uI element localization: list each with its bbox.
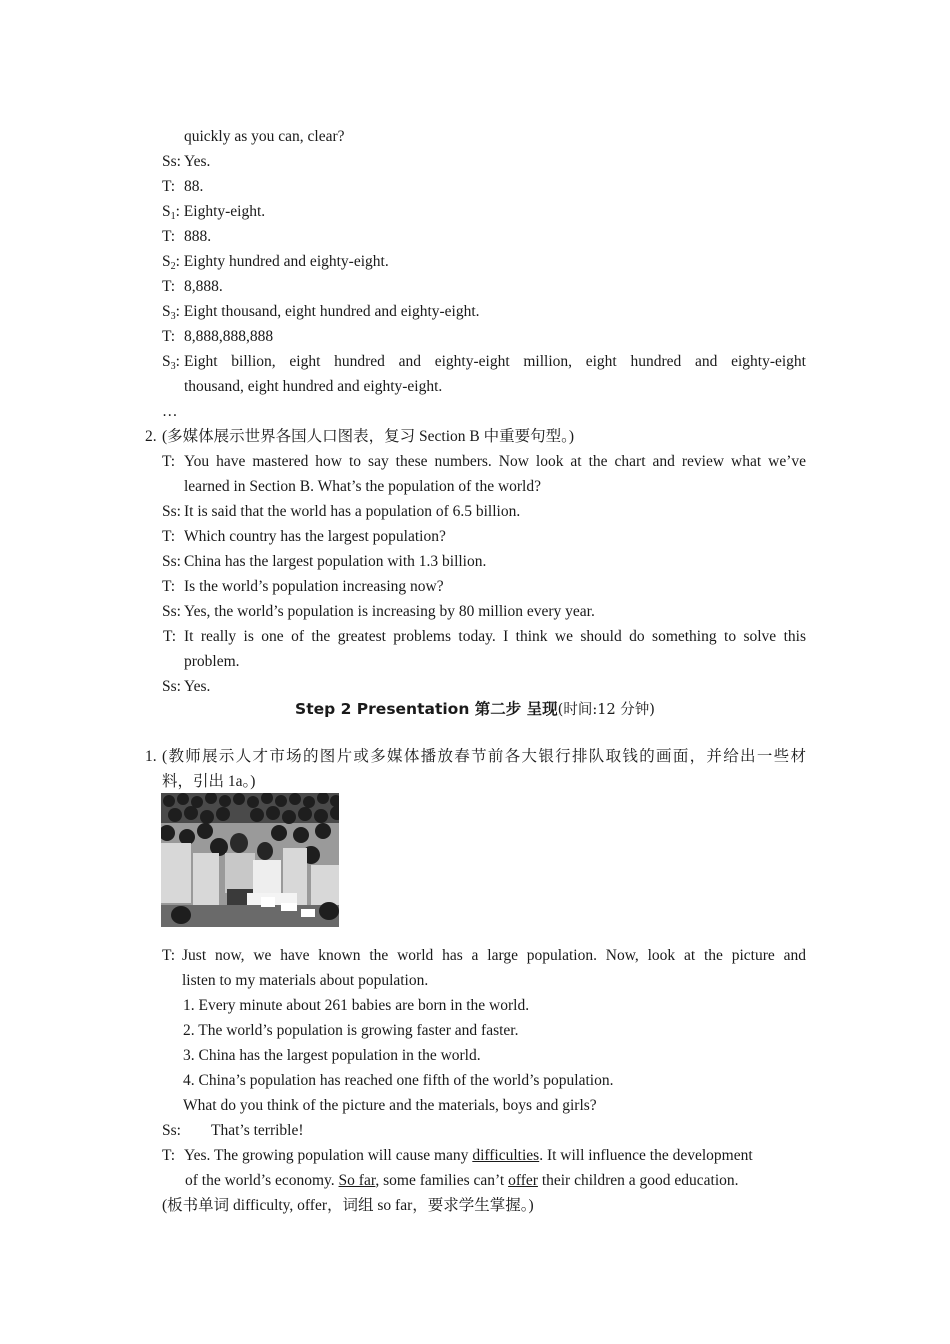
material-text: 3. China has the largest population in the world. <box>183 1047 481 1064</box>
line-text: Just now, we have known the world has a large population. Now, look at the picture and <box>182 947 806 964</box>
dialog-line <box>0 249 950 274</box>
speaker-subscript: 3 <box>170 311 176 322</box>
speaker-colon: : <box>175 353 180 370</box>
speaker-subscript: 1 <box>170 211 176 222</box>
crowd-photo-illustration <box>161 793 339 927</box>
material-text: 1. Every minute about 261 babies are born in the world. <box>183 997 530 1014</box>
speaker: T: <box>162 328 176 345</box>
line-text: Which country has the largest population? <box>184 528 446 545</box>
line-text: 88. <box>184 178 204 195</box>
speaker: Ss: <box>162 553 181 570</box>
instruction-line <box>0 769 950 794</box>
line-text: It is said that the world has a population of 6.5 billion. <box>184 503 521 520</box>
dialog-line <box>0 349 950 374</box>
dialog-line <box>0 274 950 299</box>
material-item <box>0 1018 950 1043</box>
line-text: Eight billion, eight hundred and eighty-eight million, eight hundred and eighty-eight <box>184 353 806 370</box>
line-text: It really is one of the greatest problems today. I think we should do something to solve this <box>184 628 806 645</box>
line-text: What do you think of the picture and the materials, boys and girls? <box>183 1097 597 1114</box>
instruction-text: (板书单词 difficulty, offer，词组 so far，要求学生掌握。) <box>162 1197 534 1214</box>
line-text: 888. <box>184 228 212 245</box>
line-text <box>184 1143 753 1168</box>
speaker-letter: S <box>162 253 171 270</box>
dialog-line <box>0 549 950 574</box>
line-text: : Eighty-eight. <box>175 203 266 220</box>
dialog-line <box>0 1168 950 1193</box>
line-text: thousand, eight hundred and eighty-eight. <box>184 378 443 395</box>
dialog-line <box>0 524 950 549</box>
speaker: Ss: <box>162 503 181 520</box>
step-title: Step 2 Presentation 第二步 呈现 <box>295 700 558 718</box>
speaker: Ss: <box>162 1122 181 1139</box>
material-item <box>0 1068 950 1093</box>
line-text: : Eight thousand, eight hundred and eighty-eight. <box>175 303 480 320</box>
dialog-line <box>0 149 950 174</box>
ellipsis: … <box>162 403 178 420</box>
dialog-line <box>0 624 950 649</box>
speaker: T: <box>162 528 176 545</box>
line-text: learned in Section B. What’s the population of the world? <box>184 478 541 495</box>
speaker: T: <box>163 628 177 645</box>
line-text: listen to my materials about population. <box>182 972 429 989</box>
dialog-line <box>0 199 950 224</box>
step-heading <box>0 697 950 722</box>
dialog-line <box>0 574 950 599</box>
instruction-line <box>0 1193 950 1218</box>
line-text: 8,888,888,888 <box>184 328 274 345</box>
vocab-underlined: So far <box>338 1172 376 1189</box>
instruction-line <box>0 744 950 769</box>
dialog-line <box>0 174 950 199</box>
speaker: T: <box>162 1147 176 1164</box>
line-text: Yes, the world’s population is increasing by 80 million every year. <box>184 603 595 620</box>
instruction-text: 料，引出 1a。) <box>162 773 256 790</box>
line-text: quickly as you can, clear? <box>184 128 345 145</box>
line-text: Yes. <box>184 678 211 695</box>
instruction-text: (多媒体展示世界各国人口图表，复习 Section B 中重要句型。) <box>162 428 575 445</box>
dialog-line <box>0 674 950 699</box>
item-number: 1. <box>145 748 157 765</box>
dialog-line <box>0 224 950 249</box>
speaker: Ss: <box>162 603 181 620</box>
job-market-crowd-photo <box>161 793 339 927</box>
vocab-underlined: difficulties <box>472 1147 540 1164</box>
text-run: their children a good education. <box>537 1172 739 1189</box>
dialog-line <box>0 474 950 499</box>
dialog-line <box>0 649 950 674</box>
line-text: : Eighty hundred and eighty-eight. <box>175 253 389 270</box>
dialog-line <box>0 324 950 349</box>
speaker: Ss: <box>162 678 181 695</box>
line-text: That’s terrible! <box>211 1122 304 1139</box>
speaker-subscript: 3 <box>170 361 176 372</box>
speaker: T: <box>162 178 176 195</box>
dialog-line <box>0 299 950 324</box>
material-text: 4. China’s population has reached one fifth of the world’s population. <box>183 1072 614 1089</box>
speaker-letter: S <box>162 353 171 370</box>
speaker-letter: S <box>162 303 171 320</box>
dialog-line <box>0 449 950 474</box>
speaker-subscript: 2 <box>170 261 176 272</box>
speaker: Ss: <box>162 153 181 170</box>
dialog-line <box>0 968 950 993</box>
speaker: T: <box>162 947 176 964</box>
speaker: T: <box>162 578 176 595</box>
material-text: 2. The world’s population is growing faster and faster. <box>183 1022 519 1039</box>
dialog-line <box>0 943 950 968</box>
line-text: China has the largest population with 1.3 billion. <box>184 553 487 570</box>
line-text: problem. <box>184 653 240 670</box>
instruction-text: (教师展示人才市场的图片或多媒体播放春节前各大银行排队取钱的画面，并给出一些材 <box>162 748 806 765</box>
step-time-note: (时间:12 分钟) <box>557 702 655 718</box>
line-text: Is the world’s population increasing now? <box>184 578 444 595</box>
dialog-line <box>0 399 950 424</box>
text-run: . It will influence the development <box>539 1147 753 1164</box>
line-text: You have mastered how to say these numbers. Now look at the chart and review what we’ve <box>184 453 806 470</box>
speaker-letter: S <box>162 203 171 220</box>
dialog-line <box>0 599 950 624</box>
dialog-line <box>0 499 950 524</box>
speaker: T: <box>162 453 176 470</box>
item-number: 2. <box>145 428 157 445</box>
vocab-underlined: offer <box>508 1172 538 1189</box>
dialog-line <box>0 124 950 149</box>
speaker: T: <box>162 278 176 295</box>
dialog-line <box>0 1118 950 1143</box>
text-run: Yes. The growing population will cause many <box>184 1147 473 1164</box>
material-item <box>0 1043 950 1068</box>
dialog-line <box>0 1143 950 1168</box>
material-item <box>0 993 950 1018</box>
line-text <box>185 1168 739 1193</box>
instruction-line <box>0 424 950 449</box>
text-run: of the world’s economy. <box>185 1172 339 1189</box>
line-text: Yes. <box>184 153 211 170</box>
line-text: 8,888. <box>184 278 223 295</box>
text-run: , some families can’t <box>375 1172 509 1189</box>
dialog-line <box>0 374 950 399</box>
dialog-line <box>0 1093 950 1118</box>
speaker: T: <box>162 228 176 245</box>
